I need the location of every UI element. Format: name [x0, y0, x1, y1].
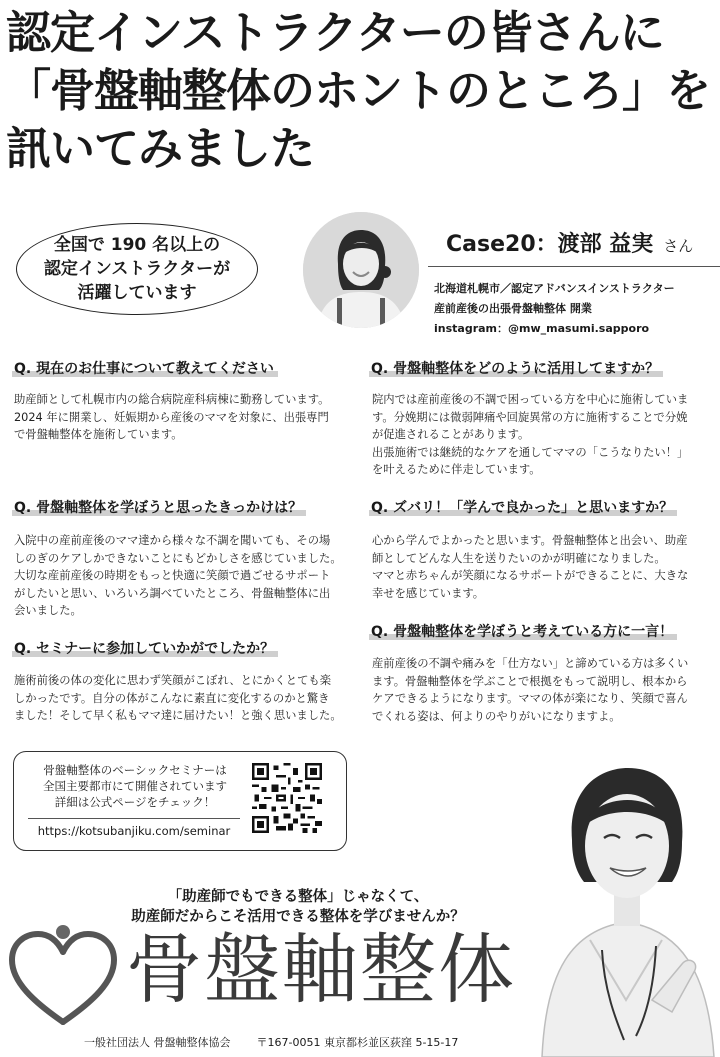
tagline-line-1: 「助産師でもできる整体」じゃなくて、 — [167, 889, 429, 905]
case-title — [446, 227, 693, 258]
answer-line: がしたいと思い、いろいろ調べていたところ、骨盤軸整体に出 — [14, 586, 331, 600]
question-heading: Q. 現在のお仕事について教えてください — [12, 361, 278, 377]
answer-line: ます。骨盤軸整体を学ぶことで根拠をもって説明し、根本から — [372, 674, 688, 688]
answer-line: 会いました。 — [14, 604, 82, 617]
answer-line: ケアできるようになります。ママの体が楽になり、笑顔で喜ん — [372, 692, 688, 705]
answer-line: 施術前後の体の変化に思わず笑顔がこぼれ、とにかくとても楽 — [14, 674, 331, 687]
question-heading: Q. セミナーに参加していかがでしたか？ — [12, 641, 278, 657]
answer-satisfaction — [372, 532, 688, 602]
qa-block-motivation — [12, 497, 306, 517]
profile-details — [434, 279, 675, 339]
profile-location-role: 北海道札幌市／認定アドバンスインストラクター — [434, 282, 675, 295]
headline-line-1: 認定インストラクターの皆さんに — [6, 6, 664, 59]
answer-line: を叶えるために伴走しています。 — [372, 463, 541, 476]
answer-line: ました！そして早く私もママ達に届けたい！と強く思いました。 — [14, 709, 342, 722]
badge-line-2: 認定インストラクターが — [43, 259, 231, 279]
answer-motivation — [14, 532, 342, 620]
answer-line: 幸せを感じています。 — [372, 586, 485, 600]
answer-usage — [372, 391, 688, 479]
qa-block-usage — [369, 358, 663, 378]
seminar-divider — [28, 818, 240, 819]
headline-line-2: 「骨盤軸整体のホントのところ」を — [6, 64, 711, 117]
instructor-photo — [532, 750, 720, 1057]
profile-photo-illustration — [303, 212, 419, 328]
brand-logo-text: 骨盤軸整体 — [126, 925, 516, 1014]
answer-line: しかったです。自分の体がこんなに素直に変化するのかと驚き — [14, 691, 330, 705]
qa-block-current-work — [12, 358, 278, 378]
question-heading: Q. ズバリ！「学んで良かった」と思いますか？ — [369, 500, 677, 516]
tagline-line-2: 助産師だからこそ活用できる整体を学びませんか？ — [131, 909, 465, 925]
answer-line: しのぎのケアしかできないことにもどかしさを感じていました。 — [14, 551, 342, 565]
qr-code-icon[interactable] — [252, 763, 322, 833]
answer-line: でくれる姿は、何よりのやりがいになりますよ。 — [372, 709, 621, 723]
answer-line: で骨盤軸整体を施術しています。 — [14, 428, 183, 441]
profile-instagram: instagram：@mw_masumi.sapporo — [434, 322, 650, 335]
profile-photo — [303, 212, 419, 328]
honorific: さん — [663, 237, 694, 255]
answer-line: 心から学んでよかったと思います。骨盤軸整体と出会い、助産 — [372, 534, 688, 547]
badge-line-3: 活躍しています — [77, 283, 197, 303]
seminar-line-1: 骨盤軸整体のベーシックセミナーは — [43, 763, 227, 777]
footer-organization: 一般社団法人 骨盤軸整体協会 — [84, 1036, 231, 1049]
question-heading: Q. 骨盤軸整体をどのように活用してますか？ — [369, 361, 663, 377]
seminar-url-link[interactable]: https://kotsubanjiku.com/seminar — [37, 824, 231, 838]
answer-line: 師としてどんな人生を送りたいのかが明確になりました。 — [372, 551, 666, 565]
answer-message — [372, 655, 688, 725]
qa-block-satisfaction — [369, 497, 677, 517]
headline — [6, 4, 716, 178]
seminar-line-2: 全国主要都市にて開催されています — [43, 779, 227, 793]
heart-logo-icon — [4, 918, 122, 1030]
answer-line: 出張施術では継続的なケアを通してママの「こうなりたい！」 — [372, 445, 689, 459]
instructor-count-badge — [16, 223, 258, 315]
answer-line: 2024 年に開業し、妊娠期から産後のママを対象に、出張専門 — [14, 410, 329, 424]
answer-line: す。分娩期には微弱陣痛や回旋異常の方に施術することで分娩 — [372, 410, 688, 424]
answer-seminar-experience — [14, 672, 342, 725]
answer-line: 大切な産前産後の時期をもっと快適に笑顔で過ごせるサポート — [14, 569, 331, 582]
qa-block-message — [369, 621, 677, 641]
qa-block-seminar-experience — [12, 638, 278, 658]
question-heading: Q. 骨盤軸整体を学ぼうと思ったきっかけは？ — [12, 500, 306, 516]
seminar-text — [30, 762, 240, 810]
answer-line: が促進されることがあります。 — [372, 428, 530, 441]
answer-current-work — [14, 391, 329, 444]
case-name: Case20：渡部 益実 — [446, 232, 654, 257]
answer-line: 院内では産前産後の不調で困っている方を中心に施術していま — [372, 393, 689, 406]
headline-line-3: 訊いてみました — [6, 122, 315, 175]
footer — [84, 1034, 458, 1050]
answer-line: 産前産後の不調や痛みを「仕方ない」と諦めている方は多くい — [372, 657, 689, 670]
answer-line: 入院中の産前産後のママ達から様々な不調を聞いても、その場 — [14, 534, 331, 547]
case-divider — [428, 266, 720, 267]
seminar-line-3: 詳細は公式ページをチェック！ — [54, 795, 216, 809]
question-heading: Q. 骨盤軸整体を学ぼうと考えている方に一言！ — [369, 624, 677, 640]
badge-line-1: 全国で 190 名以上の — [53, 235, 221, 255]
footer-address: 〒167-0051 東京都杉並区荻窪 5-15-17 — [256, 1036, 459, 1049]
profile-business: 産前産後の出張骨盤軸整体 開業 — [434, 302, 592, 315]
answer-line: 助産師として札幌市内の総合病院産科病棟に勤務しています。 — [14, 393, 330, 406]
answer-line: ママと赤ちゃんが笑顔になるサポートができることに、大きな — [372, 569, 689, 582]
